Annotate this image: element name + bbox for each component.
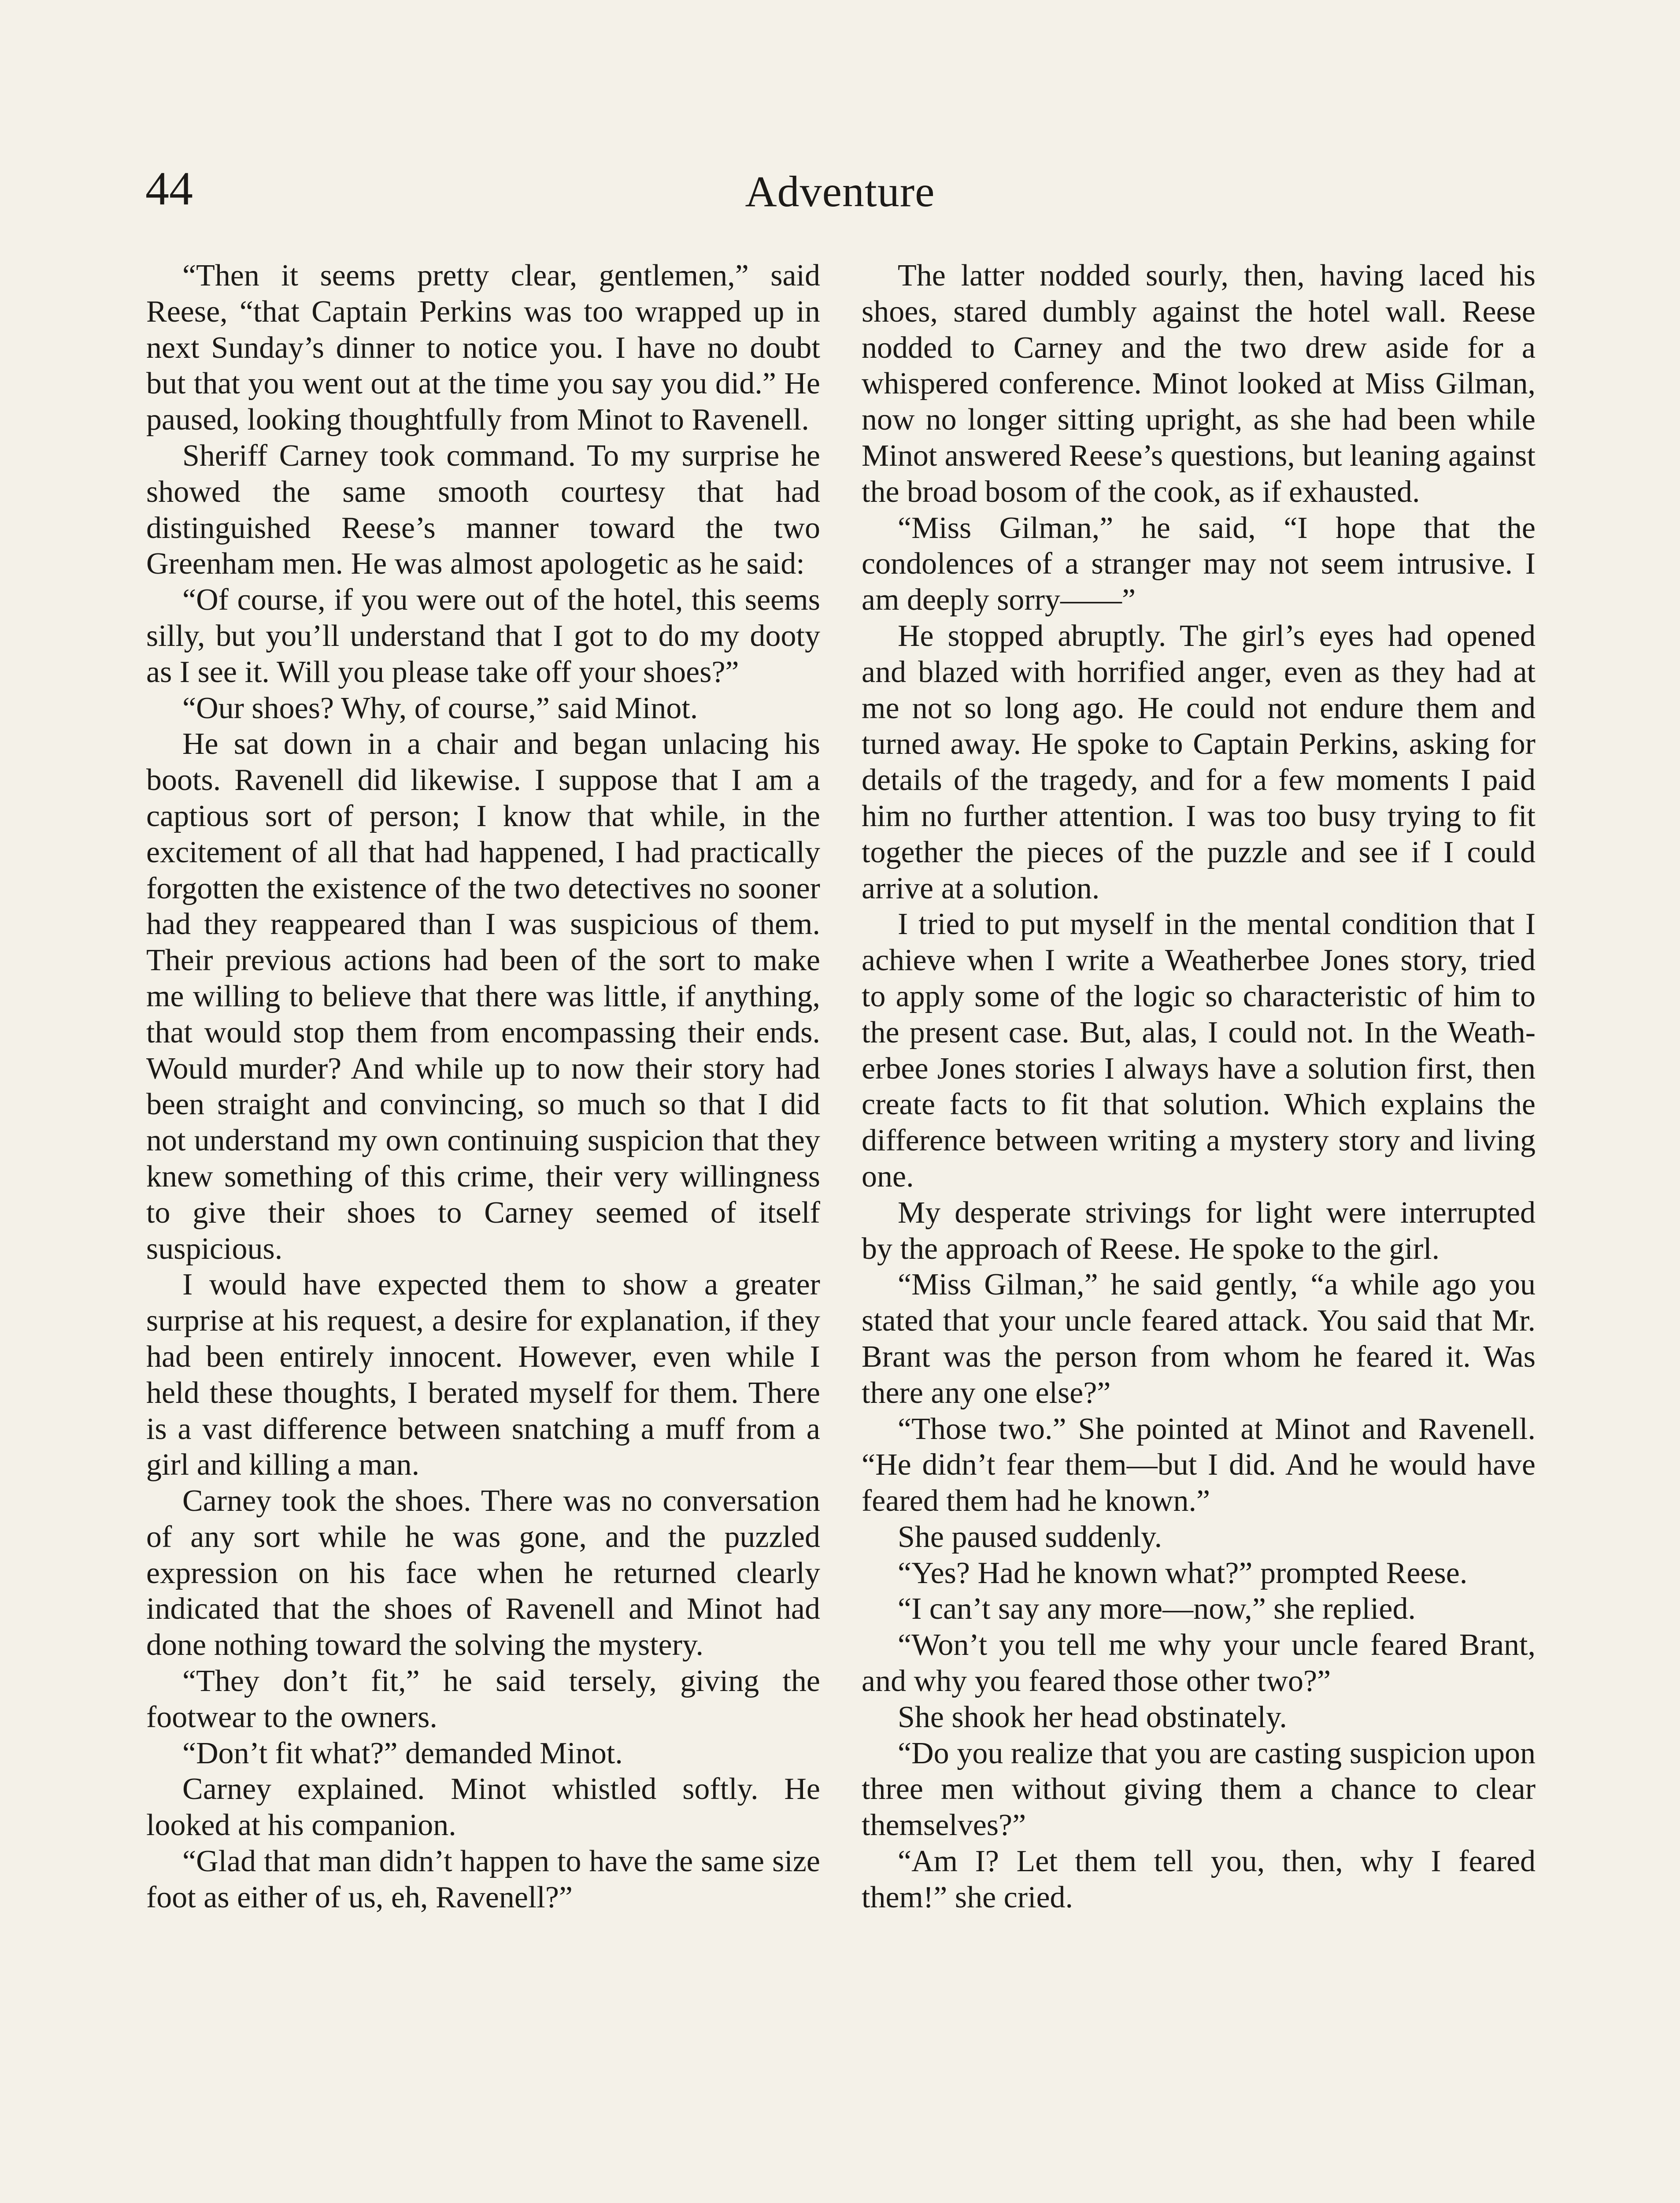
paragraph: He stopped abruptly. The girl’s eyes had opened and blazed with horrified anger, even as they had at me not so long ago. He could not endure them and turned away. He spoke to Captain Perkins, asking for details of the tragedy, and for a few moments I paid him no further attention. I was too busy trying to fit together the pieces of the puzzle and see if I could arrive at a solution. [862,619,1536,905]
paragraph: Sheriff Carney took command. To my surprise he showed the same smooth courtesy that had distinguished Reese’s manner toward the two Greenham men. He was almost apologetic as he said: [146,438,820,581]
paragraph: “Those two.” She pointed at Minot and Ravenell. “He didn’t fear them—but I did. And he would have feared them had he known.” [862,1412,1536,1518]
paragraph: “Won’t you tell me why your uncle feared Brant, and why you feared those other two?” [862,1628,1536,1699]
right-column [862,258,1536,1916]
paragraph: “They don’t fit,” he said tersely, giving the footwear to the owners. [146,1664,820,1734]
paragraph: “Don’t fit what?” demanded Minot. [182,1736,623,1770]
paragraph: He sat down in a chair and began unlacing his boots. Ravenell did likewise. I suppose that I am a captious sort of person; I know that while, in the excitement of all that had happened, I had practically forgotten the existence of the two detectives no sooner had they reappeared than I was suspicious of them. Their previous actions had been of the sort to make me willing to believe that there was little, if anything, that would stop them from encompassing their ends. Would murder? And while up to now their story had been straight and convincing, so much so that I did not understand my own continuing suspicion that they knew something of this crime, their very willingness to give their shoes to Carney seemed of itself suspicious. [146,727,820,1266]
paragraph: “Of course, if you were out of the hotel, this seems silly, but you’ll understand that I got to do my dooty as I see it. Will you please take off your shoes?” [146,583,820,689]
paragraph: She paused suddenly. [898,1520,1162,1554]
paragraph: Carney explained. Minot whistled softly. He looked at his companion. [146,1772,820,1843]
paragraph: She shook her head obstinately. [898,1700,1287,1734]
paragraph: “Do you realize that you are casting suspicion upon three men without giving them a chance to clear themselves?” [862,1736,1536,1843]
paragraph: I tried to put myself in the mental condition that I achieve when I write a Weatherbee Jones story, tried to apply some of the logic so characteristic of him to the present case. But, alas, I could not. In the Weatherbee Jones stories I always have a solution first, then create facts to fit that solution. Which explains the difference between writing a mystery story and living one. [862,907,1536,1194]
paragraph: “I can’t say any more—now,” she replied. [898,1592,1416,1626]
left-column [146,258,820,1916]
paragraph: Carney took the shoes. There was no conversation of any sort while he was gone, and the puzzled expression on his face when he returned clearly indicated that the shoes of Ravenell and Minot had done nothing toward the solving the mystery. [146,1484,820,1662]
running-head: Adventure [745,167,935,216]
paragraph: I would have expected them to show a greater surprise at his request, a desire for explanation, if they had been entirely innocent. However, even while I held these thoughts, I berated myself for them. There is a vast difference between snatching a muff from a girl and killing a man. [146,1268,820,1482]
paragraph: “Miss Gilman,” he said, “I hope that the condolences of a stranger may not seem intrusive. I am deeply sorry——” [862,511,1536,617]
paragraph: The latter nodded sourly, then, having laced his shoes, stared dumbly against the hotel wall. Reese nodded to Carney and the two drew aside for a whispered conference. Minot looked at Miss Gilman, now no longer sitting upright, as she had been while Minot answered Reese’s questions, but leaning against the broad bosom of the cook, as if exhausted. [862,259,1536,509]
page-number: 44 [145,163,193,215]
paragraph: “Miss Gilman,” he said gently, “a while ago you stated that your uncle feared attack. You said that Mr. Brant was the person from whom he feared it. Was there any one else?” [862,1268,1536,1410]
paragraph: “Yes? Had he known what?” prompted Reese. [898,1556,1468,1590]
paragraph: “Glad that man didn’t happen to have the same size foot as either of us, eh, Ravenell?” [146,1844,820,1914]
paragraph: My desperate strivings for light were interrupted by the approach of Reese. He spoke to the girl. [862,1195,1536,1266]
paragraph: “Our shoes? Why, of course,” said Minot. [182,691,698,725]
paragraph: “Am I? Let them tell you, then, why I feared them!” she cried. [862,1844,1536,1914]
paragraph: “Then it seems pretty clear, gentlemen,” said Reese, “that Captain Perkins was too wrapped up in next Sunday’s dinner to notice you. I have no doubt but that you went out at the time you say you did.” He paused, looking thoughtfully from Minot to Ravenell. [146,259,820,437]
